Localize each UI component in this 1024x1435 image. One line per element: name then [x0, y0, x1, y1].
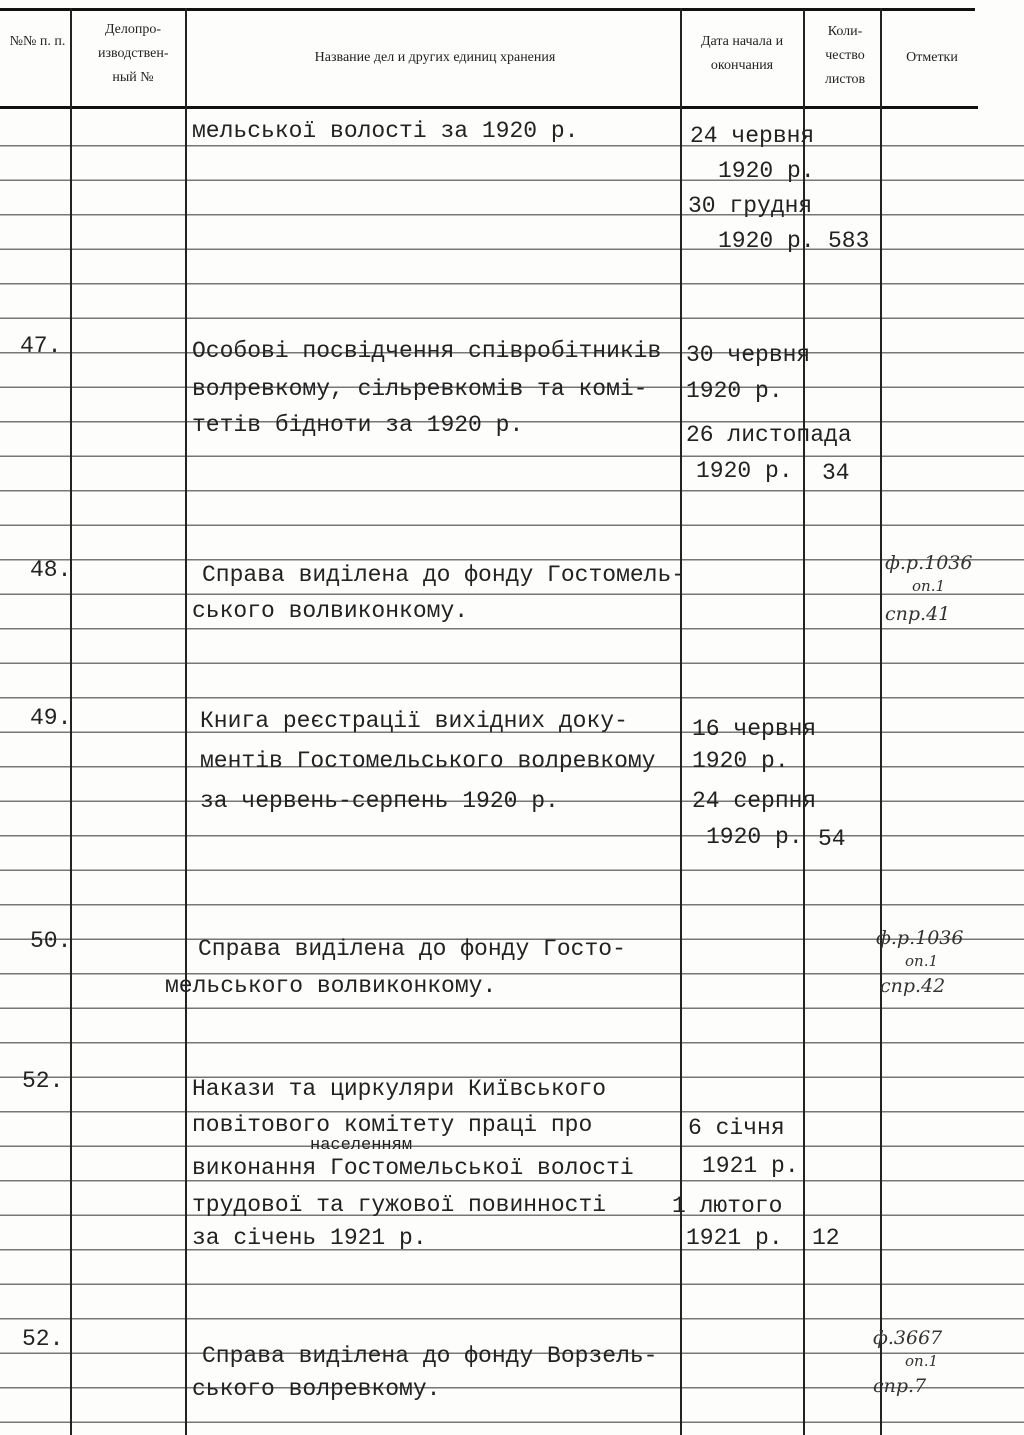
- entry-title-insertion: населенням: [310, 1136, 413, 1155]
- header-dates: Дата начала и окончания: [700, 34, 784, 73]
- entry-count: 583: [828, 228, 870, 254]
- entry-title-line: мельського волвиконкому.: [165, 973, 497, 999]
- header-count: Коли- чество листов: [824, 24, 866, 87]
- entry-title-line: трудової та гужової повинності: [192, 1192, 607, 1218]
- entry-date: 24 червня: [690, 123, 815, 149]
- entry-title-line: ментів Гостомельського волревкому: [200, 748, 656, 774]
- entry-note: спр.41: [885, 603, 951, 625]
- entry-date: 24 серпня: [692, 788, 817, 814]
- entry-date: 1 лютого: [672, 1193, 783, 1219]
- entry-date: 6 січня: [688, 1115, 785, 1141]
- entry-num: 47.: [20, 333, 62, 359]
- entry-num: 50.: [30, 928, 72, 954]
- entry-title-line: за червень-серпень 1920 р.: [200, 788, 559, 814]
- entry-date: 1920 р.: [692, 748, 789, 774]
- entry-note: ф.3667: [873, 1327, 943, 1349]
- header-num: №№ п. п.: [9, 34, 66, 49]
- entry-num: 52.: [22, 1068, 64, 1094]
- entry-title-line: волревкому, сільревкомів та комі-: [192, 376, 648, 402]
- entry-date: 1921 р.: [686, 1225, 783, 1251]
- entry-count: 12: [812, 1225, 840, 1251]
- header-rule: [0, 106, 978, 109]
- entry-date: 1920 р.: [718, 158, 815, 184]
- entry-title-line: ського волвиконкому.: [192, 598, 469, 624]
- entry-num: 48.: [30, 557, 72, 583]
- entry-title-line: Справа виділена до фонду Гостомель-: [202, 562, 686, 588]
- entry-title-line: тетів бідноти за 1920 р.: [192, 412, 524, 438]
- entry-date: 1920 р.: [696, 458, 793, 484]
- entry-date: 1920 р.: [706, 824, 803, 850]
- entry-note: спр.7: [873, 1375, 927, 1397]
- top-rule: [0, 8, 975, 11]
- entry-title-line: мельської волості за 1920 р.: [192, 118, 579, 144]
- header-title: Название дел и других единиц хранения: [314, 50, 556, 65]
- entry-title-line: Справа виділена до фонду Госто-: [198, 936, 626, 962]
- entry-date: 26 листопада: [686, 422, 852, 448]
- col-divider: [185, 8, 187, 1435]
- entry-count: 54: [818, 826, 846, 852]
- col-divider: [880, 8, 882, 1435]
- entry-date: 1920 р.: [718, 228, 815, 254]
- entry-note: ф.р.1036: [876, 927, 964, 949]
- entry-num: 52.: [22, 1326, 64, 1352]
- entry-title-line: виконання Гостомельської волості: [192, 1155, 634, 1181]
- entry-num: 49.: [30, 705, 72, 731]
- entry-date: 1920 р.: [686, 378, 783, 404]
- entry-date: 30 грудня: [688, 193, 813, 219]
- entry-title-line: ського волревкому.: [192, 1376, 441, 1402]
- entry-date: 1921 р.: [702, 1153, 799, 1179]
- entry-title-line: за січень 1921 р.: [192, 1225, 427, 1251]
- entry-title-line: Книга реєстрації вихідних доку-: [200, 708, 628, 734]
- entry-title-line: повітового комітету праці про: [192, 1112, 593, 1138]
- entry-title-line: Накази та циркуляри Київського: [192, 1076, 607, 1102]
- col-divider: [680, 8, 682, 1435]
- entry-note: ф.р.1036: [885, 552, 973, 574]
- header-office-num: Делопро- изводствен- ный №: [98, 22, 169, 85]
- entry-date: 30 червня: [686, 342, 811, 368]
- entry-title-line: Справа виділена до фонду Ворзель-: [202, 1343, 658, 1369]
- entry-note: оп.1: [905, 952, 939, 970]
- entry-note: оп.1: [905, 1352, 939, 1370]
- entry-title-line: Особові посвідчення співробітників: [192, 338, 662, 364]
- entry-count: 34: [822, 460, 850, 486]
- entry-note: оп.1: [912, 577, 946, 595]
- header-notes: Отметки: [906, 50, 958, 65]
- entry-date: 16 червня: [692, 716, 817, 742]
- entry-note: спр.42: [880, 975, 946, 997]
